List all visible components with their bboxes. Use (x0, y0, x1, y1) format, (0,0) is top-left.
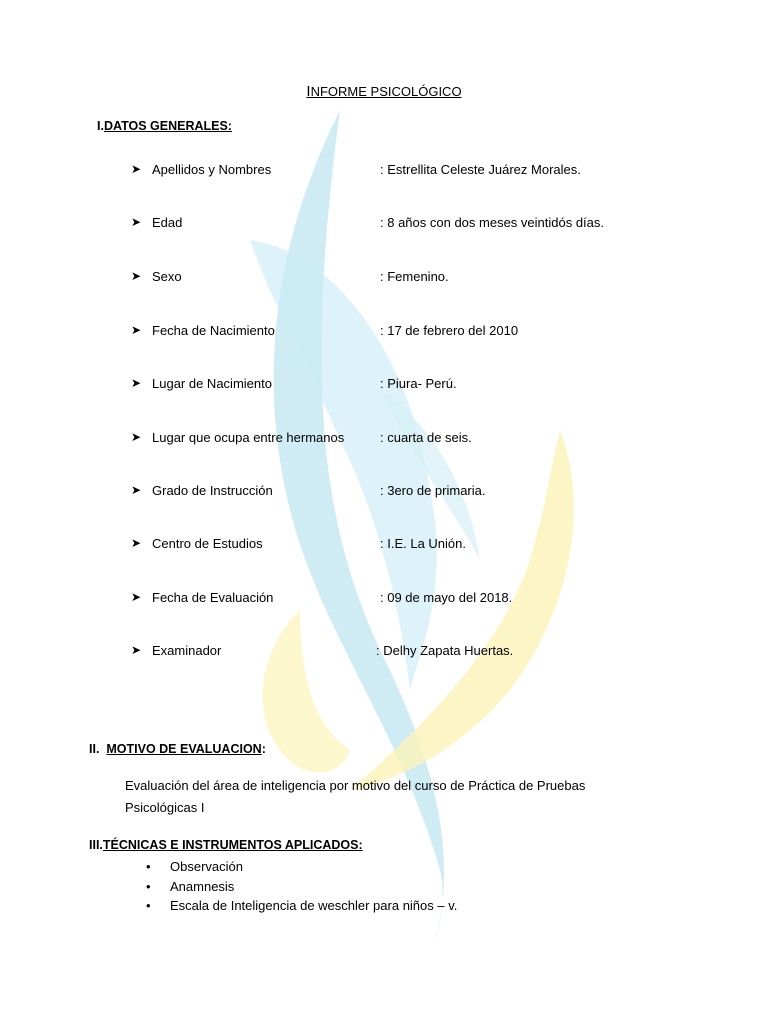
datos-label: Examinador (152, 643, 222, 658)
arrowhead-icon: ➤ (131, 483, 142, 497)
section-heading-tecnicas: III.TÉCNICAS E INSTRUMENTOS APLICADOS: (89, 838, 363, 852)
list-item: • Anamnesis (146, 878, 235, 894)
bullet-icon: • (146, 878, 151, 894)
arrowhead-icon: ➤ (131, 430, 142, 444)
datos-value: : 8 años con dos meses veintidós días. (380, 215, 605, 230)
arrowhead-icon: ➤ (131, 269, 142, 283)
bullet-icon: • (146, 859, 151, 874)
datos-label: Lugar de Nacimiento (152, 376, 272, 391)
document-title: INFORME PSICOLÓGICO (306, 83, 462, 100)
datos-label: Fecha de Evaluación (152, 590, 274, 605)
datos-label: Apellidos y Nombres (152, 162, 272, 177)
datos-label: Fecha de Nacimiento (152, 323, 275, 338)
section-heading-motivo: II. MOTIVO DE EVALUACION: (89, 742, 266, 756)
list-item: • Observación (146, 859, 243, 874)
section-heading-datos-generales: I.DATOS GENERALES: (97, 119, 232, 133)
motivo-paragraph: Evaluación del área de inteligencia por motivo del curso de Práctica de Pruebas Psicológicas I (125, 778, 586, 815)
datos-value: : Estrellita Celeste Juárez Morales. (380, 162, 581, 177)
arrowhead-icon: ➤ (131, 215, 142, 229)
arrowhead-icon: ➤ (131, 590, 142, 604)
datos-label: Edad (152, 215, 183, 230)
datos-label: Lugar que ocupa entre hermanos (152, 430, 345, 445)
datos-label: Centro de Estudios (152, 536, 263, 551)
arrowhead-icon: ➤ (131, 162, 142, 176)
datos-value: : 09 de mayo del 2018. (380, 590, 513, 605)
datos-value: : I.E. La Unión. (380, 536, 466, 551)
datos-value: : 3ero de primaria. (380, 483, 486, 498)
arrowhead-icon: ➤ (131, 643, 142, 657)
datos-label: Sexo (152, 269, 182, 284)
datos-value: : Femenino. (380, 269, 449, 284)
datos-value: : Piura- Perú. (380, 376, 457, 391)
arrowhead-icon: ➤ (131, 536, 142, 550)
arrowhead-icon: ➤ (131, 323, 142, 337)
list-item: • Escala de Inteligencia de weschler para niños – v. (146, 898, 458, 913)
datos-value: : cuarta de seis. (380, 430, 472, 445)
arrowhead-icon: ➤ (131, 376, 142, 390)
bullet-icon: • (146, 898, 151, 913)
datos-label: Grado de Instrucción (152, 483, 273, 498)
datos-value: : Delhy Zapata Huertas. (376, 643, 514, 658)
datos-value: : 17 de febrero del 2010 (380, 323, 519, 338)
tecnicas-list (146, 857, 457, 916)
